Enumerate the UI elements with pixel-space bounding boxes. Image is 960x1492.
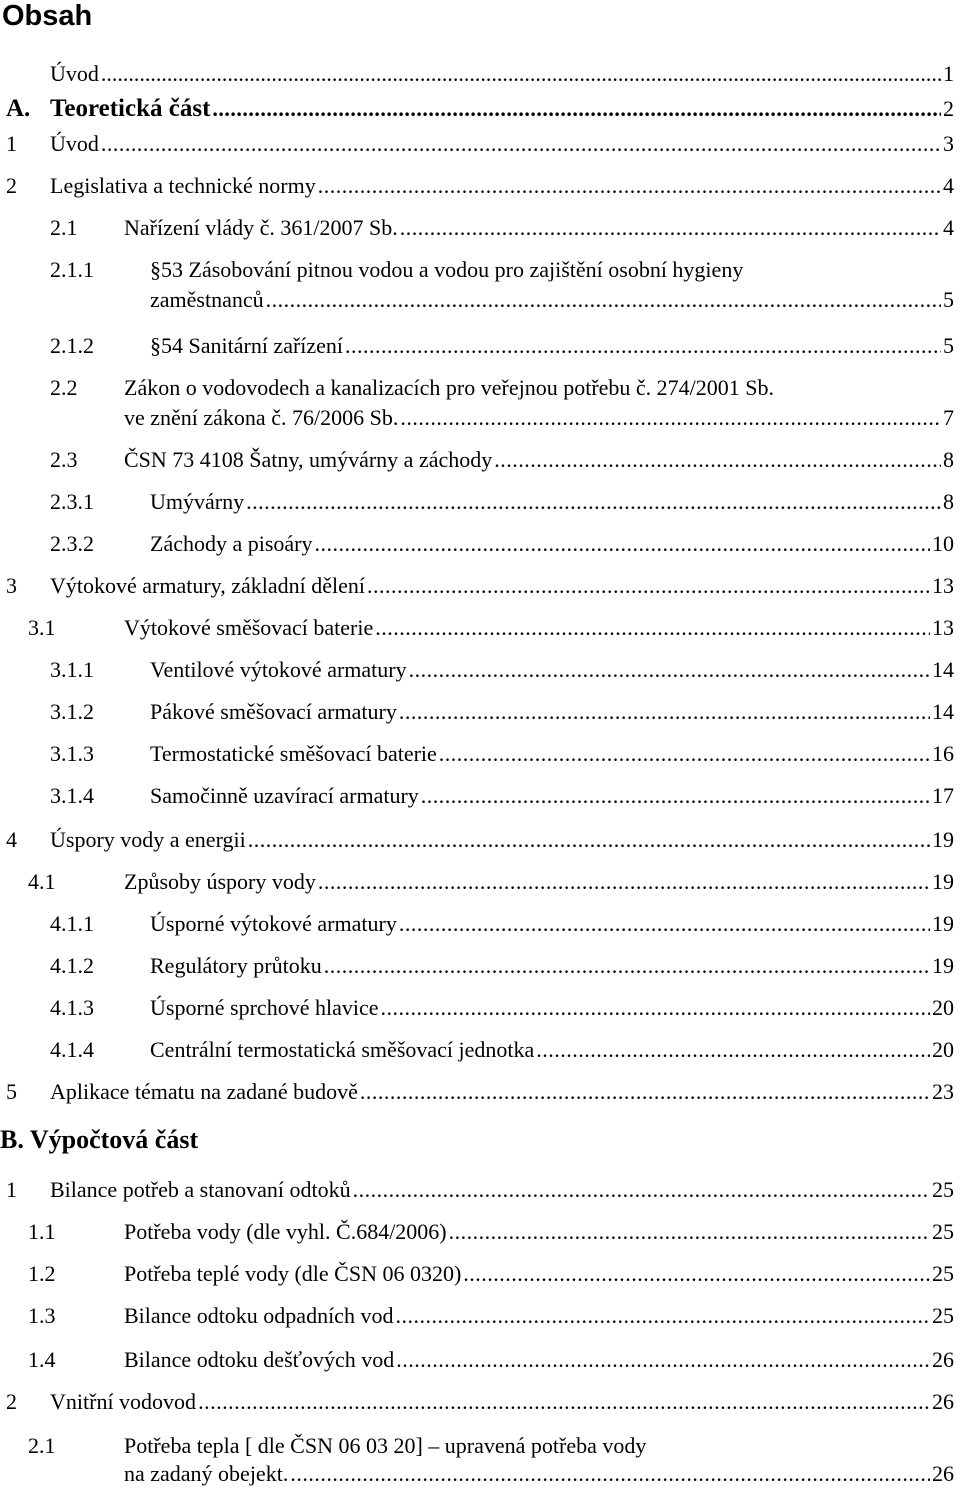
page-title: Obsah <box>2 0 93 32</box>
toc-entry-page: 8 <box>943 447 954 472</box>
toc-entry-title: Výtokové armatury, základní dělení <box>50 573 366 598</box>
toc-entry-number: 2.1 <box>28 1433 56 1458</box>
toc-entry[interactable] <box>50 994 954 1022</box>
toc-dots <box>318 172 941 200</box>
toc-entry-page: 20 <box>932 995 954 1020</box>
toc-entry[interactable] <box>50 698 954 726</box>
toc-dots <box>345 332 941 360</box>
toc-entry-title: Úvod <box>50 61 99 86</box>
toc-dots <box>198 1388 930 1416</box>
toc-dots <box>400 214 941 242</box>
toc-entry[interactable] <box>50 782 954 810</box>
toc-dots <box>399 698 930 726</box>
toc-entry[interactable] <box>6 130 954 158</box>
toc-entry-page: 7 <box>943 405 954 430</box>
toc-dots <box>449 1218 930 1246</box>
toc-entry-number: 1.1 <box>28 1219 56 1244</box>
toc-entry-title: Umývárny <box>150 489 245 514</box>
toc-entry-page: 8 <box>943 489 954 514</box>
toc-entry-page: 16 <box>932 741 954 766</box>
toc-entry-title: Vnitřní vodovod <box>50 1389 197 1414</box>
toc-dots <box>380 994 930 1022</box>
toc-entry-title: Způsoby úspory vody <box>124 869 316 894</box>
toc-entry-title: Záchody a pisoáry <box>150 531 313 556</box>
toc-entry-title: Centrální termostatická směšovací jednotka <box>150 1037 535 1062</box>
toc-entry-number: 4.1.3 <box>50 995 94 1020</box>
toc-dots <box>421 782 930 810</box>
toc-entry-title: Bilance potřeb a stanovaní odtoků <box>50 1177 351 1202</box>
toc-entry-page: 25 <box>932 1177 954 1202</box>
toc-entry-title: Teoretická část <box>50 95 211 122</box>
toc-entry-uvod[interactable] <box>50 60 954 88</box>
toc-dots <box>101 60 941 88</box>
toc-dots <box>399 910 930 938</box>
toc-entry-page: 13 <box>932 573 954 598</box>
toc-entry-number: 2.3.2 <box>50 531 94 556</box>
toc-entry-number: 2.2 <box>50 375 78 400</box>
toc-entry-number: 2 <box>6 173 17 198</box>
toc-entry[interactable] <box>28 1346 954 1374</box>
toc-entry-page: 14 <box>932 699 954 724</box>
toc-dots <box>101 130 941 158</box>
toc-dots <box>367 572 930 600</box>
toc-entry-page: 19 <box>932 953 954 978</box>
toc-entry-number: 5 <box>6 1079 17 1104</box>
toc-dots <box>400 404 941 432</box>
toc-entry-title[interactable]: Potřeba tepla [ dle ČSN 06 03 20] – upravená potřeba vody <box>124 1433 647 1458</box>
toc-entry[interactable] <box>28 1260 954 1288</box>
toc-entry-number: 4.1.2 <box>50 953 94 978</box>
toc-entry[interactable] <box>6 572 954 600</box>
toc-entry[interactable] <box>50 740 954 768</box>
toc-entry-number: 3.1.4 <box>50 783 94 808</box>
toc-entry-page: 14 <box>932 657 954 682</box>
toc-entry-page: 25 <box>932 1261 954 1286</box>
toc-entry[interactable] <box>28 614 954 642</box>
toc-entry-title: Samočinně uzavírací armatury <box>150 783 419 808</box>
toc-entry[interactable] <box>6 1078 954 1106</box>
toc-entry-page: 20 <box>932 1037 954 1062</box>
toc-entry-title: Termostatické směšovací baterie <box>150 741 437 766</box>
toc-entry[interactable] <box>50 332 954 360</box>
toc-entry-page: 3 <box>943 131 954 156</box>
toc-entry-number: 2 <box>6 1389 17 1414</box>
toc-entry-number: 1.2 <box>28 1261 56 1286</box>
toc-entry[interactable] <box>50 488 954 516</box>
toc-entry-number: 3.1.3 <box>50 741 94 766</box>
toc-dots <box>396 1346 930 1374</box>
toc-entry-title: Bilance odtoku odpadních vod <box>124 1303 394 1328</box>
toc-entry-page: 19 <box>932 911 954 936</box>
toc-entry-page: 26 <box>932 1347 954 1372</box>
toc-entry[interactable] <box>50 910 954 938</box>
toc-entry[interactable] <box>28 868 954 896</box>
toc-entry[interactable] <box>124 404 954 432</box>
toc-entry-title: Nařízení vlády č. 361/2007 Sb. <box>124 215 398 240</box>
toc-entry[interactable] <box>50 1036 954 1064</box>
toc-entry[interactable] <box>6 1388 954 1416</box>
toc-dots <box>536 1036 930 1064</box>
toc-entry-number: A. <box>6 95 31 122</box>
toc-entry-page: 5 <box>943 287 954 312</box>
toc-entry[interactable] <box>28 1218 954 1246</box>
toc-entry-number: 2.1 <box>50 215 78 240</box>
toc-dots <box>248 826 930 854</box>
toc-dots <box>463 1260 930 1288</box>
toc-entry-number: 2.3.1 <box>50 489 94 514</box>
toc-entry-number: 1 <box>6 1177 17 1202</box>
toc-dots <box>409 656 930 684</box>
toc-entry-title: Výtokové směšovací baterie <box>124 615 374 640</box>
toc-entry-number: 2.1.2 <box>50 333 94 358</box>
toc-entry-number: 4 <box>6 827 17 852</box>
toc-entry-title: zaměstnanců <box>150 287 264 312</box>
toc-entry-title: Pákové směšovací armatury <box>150 699 397 724</box>
toc-entry[interactable] <box>50 214 954 242</box>
toc-dots <box>266 286 941 314</box>
toc-entry-page: 13 <box>932 615 954 640</box>
toc-entry-title: ve znění zákona č. 76/2006 Sb. <box>124 405 399 430</box>
toc-entry-title: Potřeba vody (dle vyhl. Č.684/2006) <box>124 1219 447 1244</box>
toc-dots <box>494 446 941 474</box>
toc-entry-number: 3.1.1 <box>50 657 94 682</box>
toc-entry-number: 4.1.4 <box>50 1037 94 1062</box>
toc-entry[interactable] <box>50 530 954 558</box>
toc-entry-page: 4 <box>943 215 954 240</box>
toc-dots <box>439 740 930 768</box>
toc-entry[interactable] <box>50 656 954 684</box>
toc-entry-number: 3.1 <box>28 615 56 640</box>
toc-entry-page: 26 <box>932 1389 954 1414</box>
toc-entry[interactable] <box>28 1302 954 1330</box>
toc-entry-page: 25 <box>932 1219 954 1244</box>
toc-entry[interactable] <box>6 1176 954 1204</box>
toc-dots <box>290 1460 930 1488</box>
toc-entry-title: Ventilové výtokové armatury <box>150 657 407 682</box>
toc-dots <box>315 530 931 558</box>
toc-entry-title[interactable]: §53 Zásobování pitnou vodou a vodou pro zajištění osobní hygieny <box>150 257 744 282</box>
toc-entry-number: 3.1.2 <box>50 699 94 724</box>
toc-entry-number: 3 <box>6 573 17 598</box>
toc-entry-title: Úsporné sprchové hlavice <box>150 995 379 1020</box>
toc-dots <box>324 952 930 980</box>
toc-dots <box>212 95 941 123</box>
toc-entry[interactable] <box>6 172 954 200</box>
toc-entry-page: 23 <box>932 1079 954 1104</box>
toc-entry-number: B. <box>0 1125 24 1154</box>
toc-part-b[interactable] <box>0 1124 198 1156</box>
toc-entry[interactable] <box>6 826 954 854</box>
toc-dots <box>246 488 941 516</box>
toc-entry-number: 1 <box>6 131 17 156</box>
toc-dots <box>395 1302 930 1330</box>
toc-entry-title: ČSN 73 4108 Šatny, umývárny a záchody <box>124 447 493 472</box>
toc-entry-title: Regulátory průtoku <box>150 953 322 978</box>
toc-entry-title: na zadaný obejekt. <box>124 1461 289 1486</box>
toc-entry-page: 10 <box>932 531 954 556</box>
toc-entry-page: 19 <box>932 869 954 894</box>
toc-dots <box>375 614 930 642</box>
toc-entry-title: Legislativa a technické normy <box>50 173 316 198</box>
toc-entry-title[interactable]: Zákon o vodovodech a kanalizacích pro veřejnou potřebu č. 274/2001 Sb. <box>124 375 775 400</box>
toc-entry-number: 2.3 <box>50 447 78 472</box>
toc-entry-part-a[interactable] <box>6 95 954 123</box>
toc-dots <box>360 1078 930 1106</box>
toc-entry-title: Úspory vody a energii <box>50 827 246 852</box>
toc-entry-title: §54 Sanitární zařízení <box>150 333 344 358</box>
toc-entry-number: 1.4 <box>28 1347 56 1372</box>
toc-dots <box>353 1176 930 1204</box>
toc-entry-page: 17 <box>932 783 954 808</box>
toc-entry-number: 4.1.1 <box>50 911 94 936</box>
toc-entry-title: Úvod <box>50 131 99 156</box>
toc-entry-page: 5 <box>943 333 954 358</box>
toc-entry-title: Aplikace tématu na zadané budově <box>50 1079 358 1104</box>
toc-entry-page: 2 <box>943 96 954 121</box>
toc-entry[interactable] <box>150 286 954 314</box>
toc-entry-title: Potřeba teplé vody (dle ČSN 06 0320) <box>124 1261 462 1286</box>
toc-entry[interactable] <box>50 446 954 474</box>
toc-entry-number: 4.1 <box>28 869 56 894</box>
toc-entry-title: Úsporné výtokové armatury <box>150 911 397 936</box>
toc-entry-page: 1 <box>943 61 954 86</box>
toc-entry-page: 25 <box>932 1303 954 1328</box>
toc-dots <box>318 868 930 896</box>
toc-entry-number: 2.1.1 <box>50 257 94 282</box>
toc-entry[interactable] <box>124 1460 954 1488</box>
toc-entry-page: 4 <box>943 173 954 198</box>
toc-entry-number: 1.3 <box>28 1303 56 1328</box>
toc-entry[interactable] <box>50 952 954 980</box>
toc-entry-title: Výpočtová část <box>29 1125 199 1154</box>
toc-entry-page: 19 <box>932 827 954 852</box>
toc-entry-page: 26 <box>932 1461 954 1486</box>
toc-entry-title: Bilance odtoku dešťových vod <box>124 1347 395 1372</box>
